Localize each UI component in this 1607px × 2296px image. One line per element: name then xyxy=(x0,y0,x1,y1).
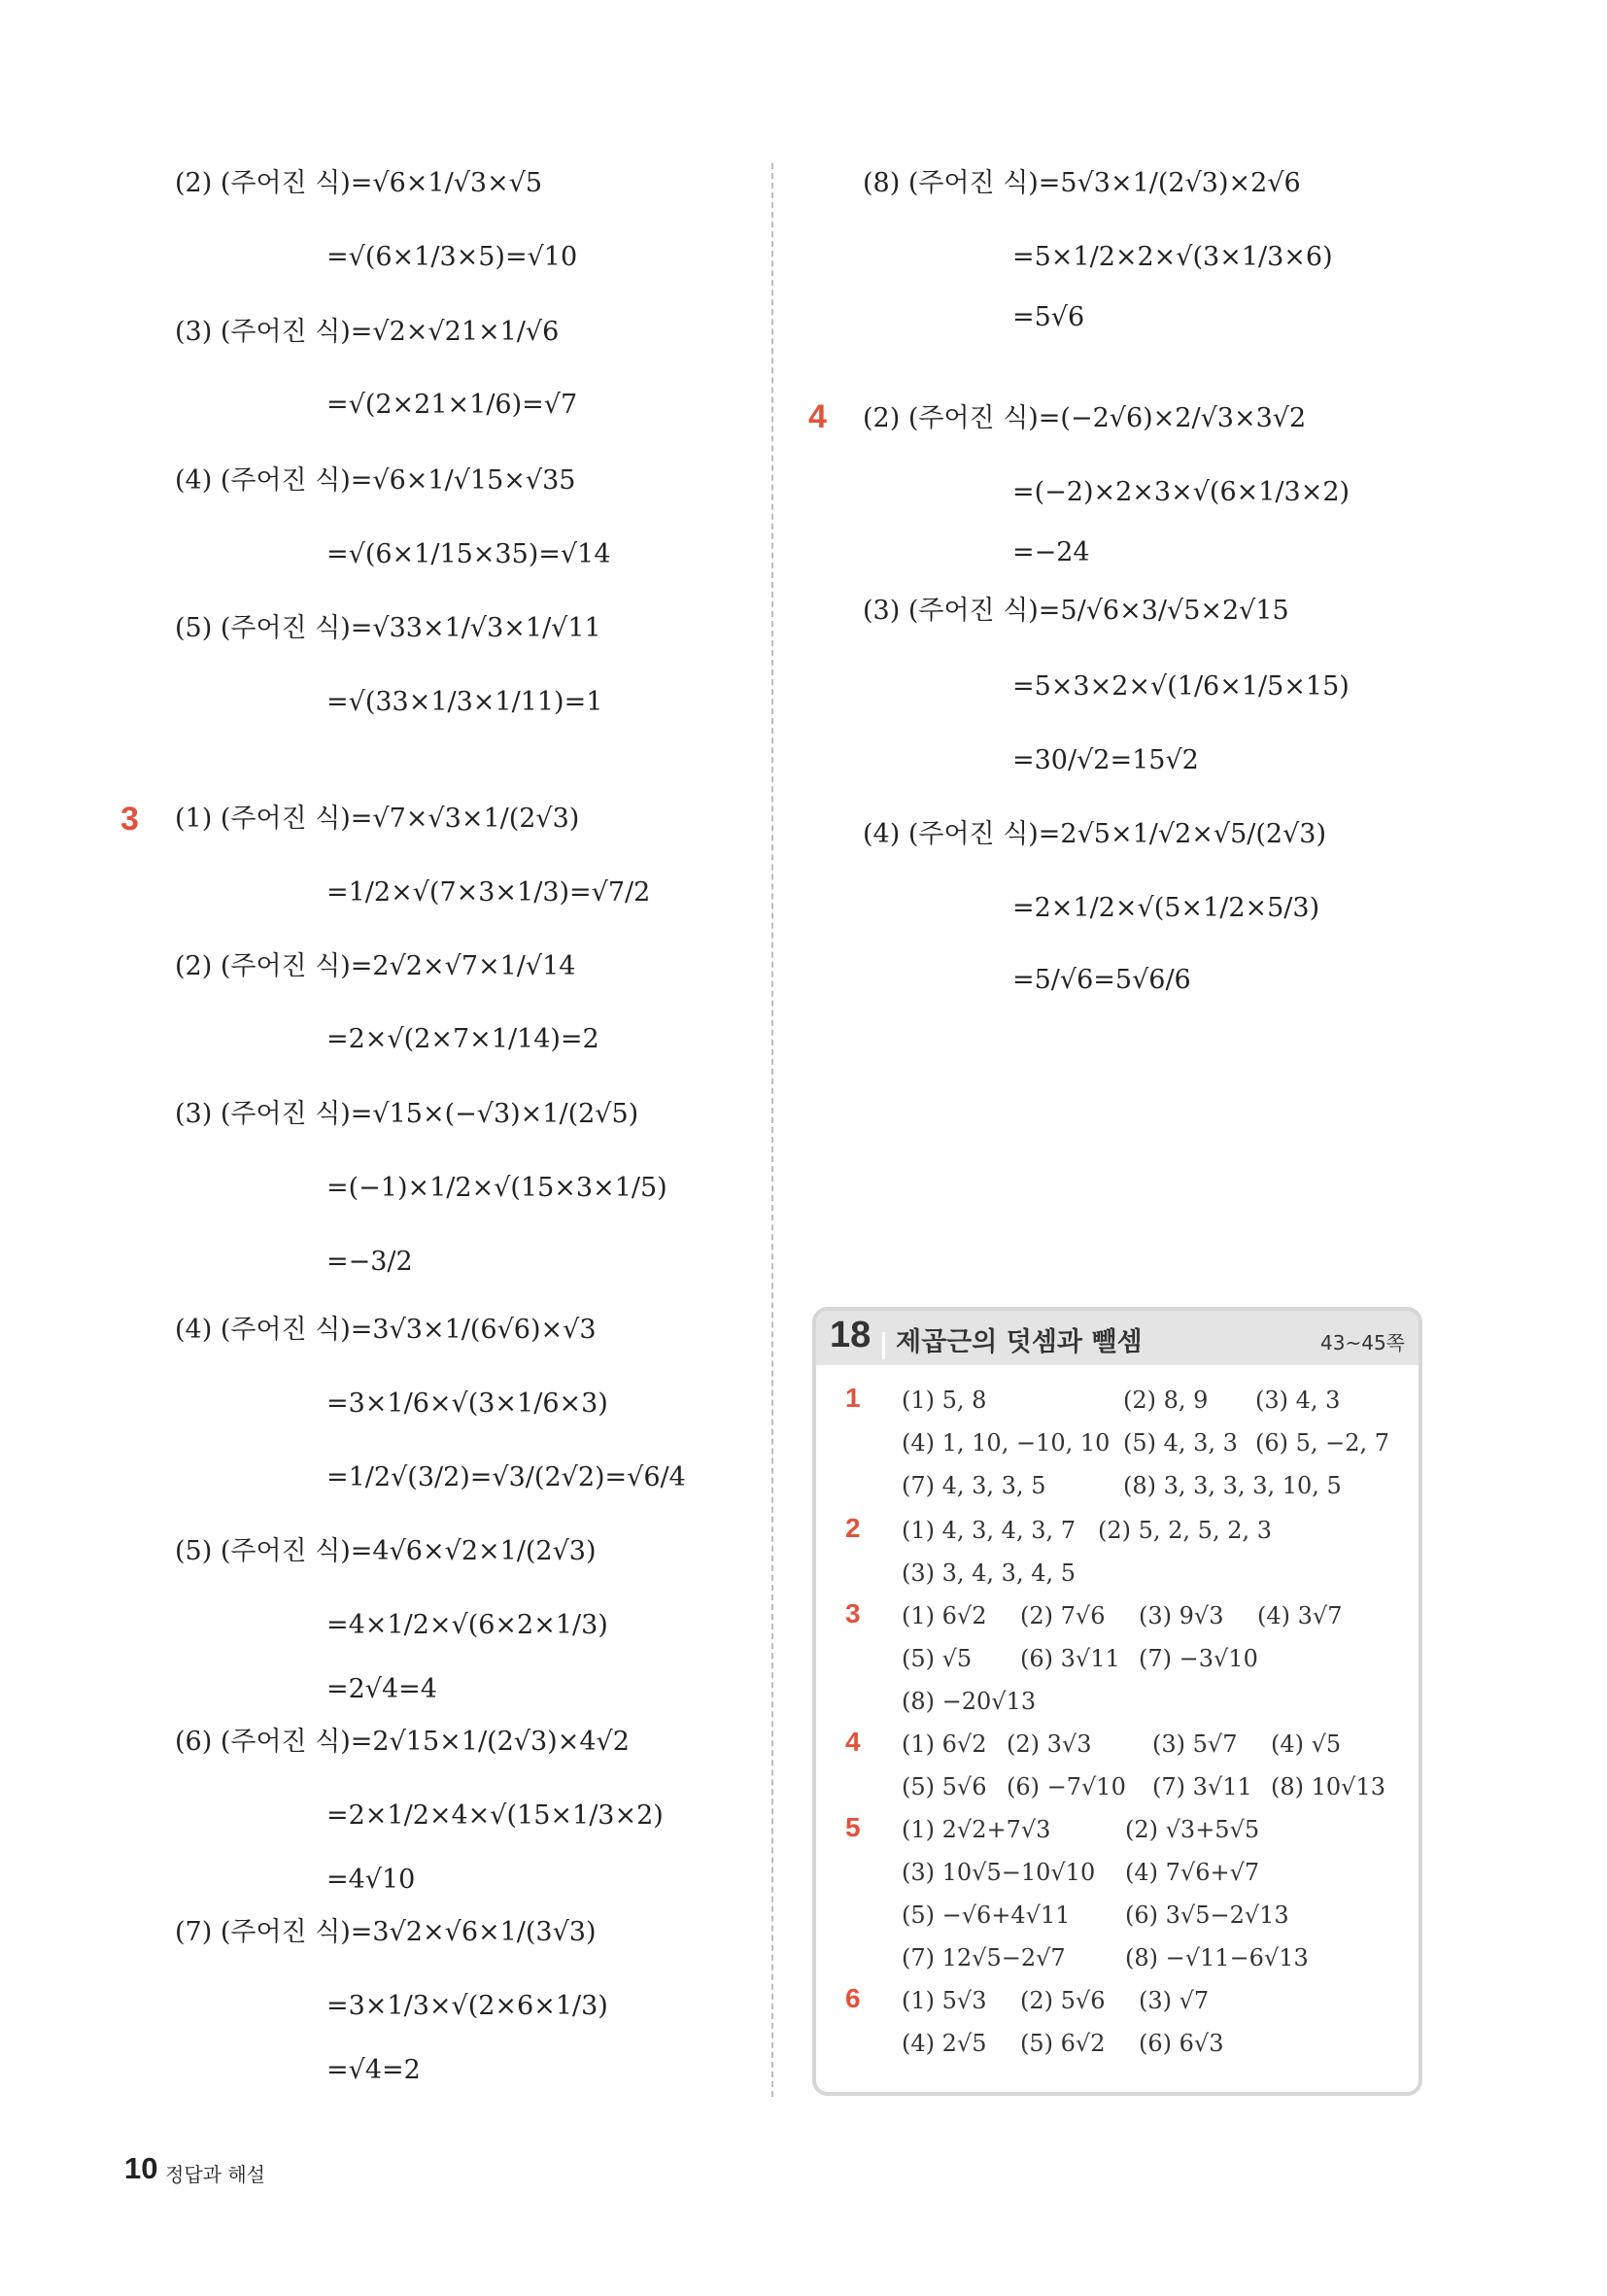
answer-number: 2 xyxy=(845,1513,861,1543)
solution-line: =4√10 xyxy=(326,1865,416,1895)
solution-line: (2) (주어진 식)=2√2×√7×1/√14 xyxy=(175,951,576,981)
answer-item: (1) 6√2 xyxy=(902,1731,987,1758)
solution-line: (5) (주어진 식)=√33×1/√3×1/√11 xyxy=(175,613,601,643)
answer-item: (6) 3√11 xyxy=(1020,1645,1120,1672)
answer-item: (3) √7 xyxy=(1139,1987,1210,2014)
solution-line: (2) (주어진 식)=(−2√6)×2/√3×3√2 xyxy=(863,403,1307,433)
answer-item: (8) −20√13 xyxy=(902,1688,1037,1715)
answer-item: (1) 5√3 xyxy=(902,1987,987,2014)
answer-item: (8) 10√13 xyxy=(1271,1773,1385,1800)
answer-item: (7) 4, 3, 3, 5 xyxy=(902,1472,1046,1499)
solution-line: (3) (주어진 식)=√15×(−√3)×1/(2√5) xyxy=(175,1099,639,1129)
solution-line: (2) (주어진 식)=√6×1/√3×√5 xyxy=(175,168,543,198)
answer-number: 5 xyxy=(845,1812,861,1842)
answer-item: (1) 4, 3, 4, 3, 7 xyxy=(902,1517,1077,1544)
solution-line: =√(2×21×1/6)=√7 xyxy=(326,390,578,420)
solution-line: (3) (주어진 식)=√2×√21×1/√6 xyxy=(175,317,560,347)
answer-item: (3) 9√3 xyxy=(1139,1602,1224,1629)
solution-line: =5√6 xyxy=(1012,302,1085,332)
solution-line: =(−2)×2×3×√(6×1/3×2) xyxy=(1012,477,1351,507)
answer-item: (3) 5√7 xyxy=(1152,1731,1238,1758)
answer-item: (2) 7√6 xyxy=(1020,1602,1106,1629)
answer-item: (3) 4, 3 xyxy=(1255,1387,1341,1414)
answer-item: (1) 6√2 xyxy=(902,1602,987,1629)
section-number: 18 xyxy=(830,1315,872,1355)
solution-line: =1/2√(3/2)=√3/(2√2)=√6/4 xyxy=(326,1462,686,1492)
solution-line: =2×√(2×7×1/14)=2 xyxy=(326,1024,599,1054)
answer-item: (5) 6√2 xyxy=(1020,2030,1106,2057)
answer-item: (4) √5 xyxy=(1271,1731,1342,1758)
solution-line: =3×1/3×√(2×6×1/3) xyxy=(326,1991,608,2021)
answer-item: (2) 3√3 xyxy=(1007,1731,1092,1758)
solution-line: (4) (주어진 식)=√6×1/√15×√35 xyxy=(175,465,576,496)
solution-line: (8) (주어진 식)=5√3×1/(2√3)×2√6 xyxy=(863,168,1301,198)
answer-number: 6 xyxy=(845,1983,861,2013)
solution-line: (4) (주어진 식)=3√3×1/(6√6)×√3 xyxy=(175,1315,597,1345)
answer-item: (5) 5√6 xyxy=(902,1773,987,1800)
solution-line: (4) (주어진 식)=2√5×1/√2×√5/(2√3) xyxy=(863,819,1327,849)
column-divider xyxy=(771,163,773,2097)
answer-number: 4 xyxy=(845,1727,861,1757)
answer-item: (8) 3, 3, 3, 3, 10, 5 xyxy=(1123,1472,1342,1499)
solution-line: =√(6×1/15×35)=√14 xyxy=(326,539,611,569)
answer-item: (5) 4, 3, 3 xyxy=(1123,1429,1238,1456)
section-18-answer-box xyxy=(812,1307,1422,2096)
header-divider xyxy=(882,1332,885,1359)
answer-item: (7) −3√10 xyxy=(1139,1645,1258,1672)
solution-line: (7) (주어진 식)=3√2×√6×1/(3√3) xyxy=(175,1917,597,1947)
solution-line: =√(6×1/3×5)=√10 xyxy=(326,242,578,272)
solution-line: (3) (주어진 식)=5/√6×3/√5×2√15 xyxy=(863,596,1289,626)
section-header xyxy=(816,1311,1419,1365)
solution-line: =5×1/2×2×√(3×1/3×6) xyxy=(1012,242,1333,272)
answer-item: (2) √3+5√5 xyxy=(1125,1816,1260,1843)
problem-3-number: 3 xyxy=(120,801,139,838)
answer-item: (1) 5, 8 xyxy=(902,1387,987,1414)
answer-item: (6) −7√10 xyxy=(1007,1773,1126,1800)
solution-line: =√(33×1/3×1/11)=1 xyxy=(326,687,603,717)
solution-line: =2×1/2×√(5×1/2×5/3) xyxy=(1012,893,1320,923)
solution-line: =4×1/2×√(6×2×1/3) xyxy=(326,1610,608,1640)
solution-line: =(−1)×1/2×√(15×3×1/5) xyxy=(326,1173,667,1203)
solution-line: =1/2×√(7×3×1/3)=√7/2 xyxy=(326,877,651,908)
answer-item: (5) −√6+4√11 xyxy=(902,1902,1071,1929)
answer-item: (3) 3, 4, 3, 4, 5 xyxy=(902,1559,1077,1587)
answer-item: (7) 3√11 xyxy=(1152,1773,1252,1800)
answer-item: (2) 5, 2, 5, 2, 3 xyxy=(1098,1517,1273,1544)
answer-number: 1 xyxy=(845,1383,861,1413)
answer-number: 3 xyxy=(845,1598,861,1628)
page-number: 10 xyxy=(124,2151,158,2185)
answer-item: (2) 8, 9 xyxy=(1123,1387,1209,1414)
answer-item: (4) 3√7 xyxy=(1257,1602,1343,1629)
answer-item: (2) 5√6 xyxy=(1020,1987,1106,2014)
answer-item: (6) 3√5−2√13 xyxy=(1125,1902,1289,1929)
solution-line: =2×1/2×4×√(15×1/3×2) xyxy=(326,1800,664,1831)
problem-4-number: 4 xyxy=(808,398,827,435)
answer-item: (1) 2√2+7√3 xyxy=(902,1816,1051,1843)
solution-line: =5/√6=5√6/6 xyxy=(1012,965,1191,995)
answer-item: (7) 12√5−2√7 xyxy=(902,1944,1066,1971)
answer-item: (6) 5, −2, 7 xyxy=(1255,1429,1390,1456)
solution-line: =−3/2 xyxy=(326,1247,413,1277)
solution-line: =−24 xyxy=(1012,537,1090,567)
answer-item: (3) 10√5−10√10 xyxy=(902,1859,1096,1886)
footer-label: 정답과 해설 xyxy=(165,2163,265,2186)
answer-item: (6) 6√3 xyxy=(1139,2030,1224,2057)
solution-line: (5) (주어진 식)=4√6×√2×1/(2√3) xyxy=(175,1536,597,1566)
solution-line: (6) (주어진 식)=2√15×1/(2√3)×4√2 xyxy=(175,1727,630,1757)
answer-item: (4) 2√5 xyxy=(902,2030,987,2057)
section-title: 제곱근의 덧셈과 뺄셈 xyxy=(896,1327,1143,1357)
solution-line: =2√4=4 xyxy=(326,1674,437,1704)
answer-item: (8) −√11−6√13 xyxy=(1125,1944,1309,1971)
solution-line: =3×1/6×√(3×1/6×3) xyxy=(326,1388,608,1419)
answer-item: (4) 7√6+√7 xyxy=(1125,1859,1260,1886)
answer-item: (5) √5 xyxy=(902,1645,973,1672)
answer-item: (4) 1, 10, −10, 10 xyxy=(902,1429,1111,1456)
solution-line: =30/√2=15√2 xyxy=(1012,745,1199,775)
solution-line: (1) (주어진 식)=√7×√3×1/(2√3) xyxy=(175,804,580,834)
section-pages: 43~45쪽 xyxy=(1320,1331,1405,1354)
solution-line: =√4=2 xyxy=(326,2055,421,2085)
solution-line: =5×3×2×√(1/6×1/5×15) xyxy=(1012,671,1350,702)
